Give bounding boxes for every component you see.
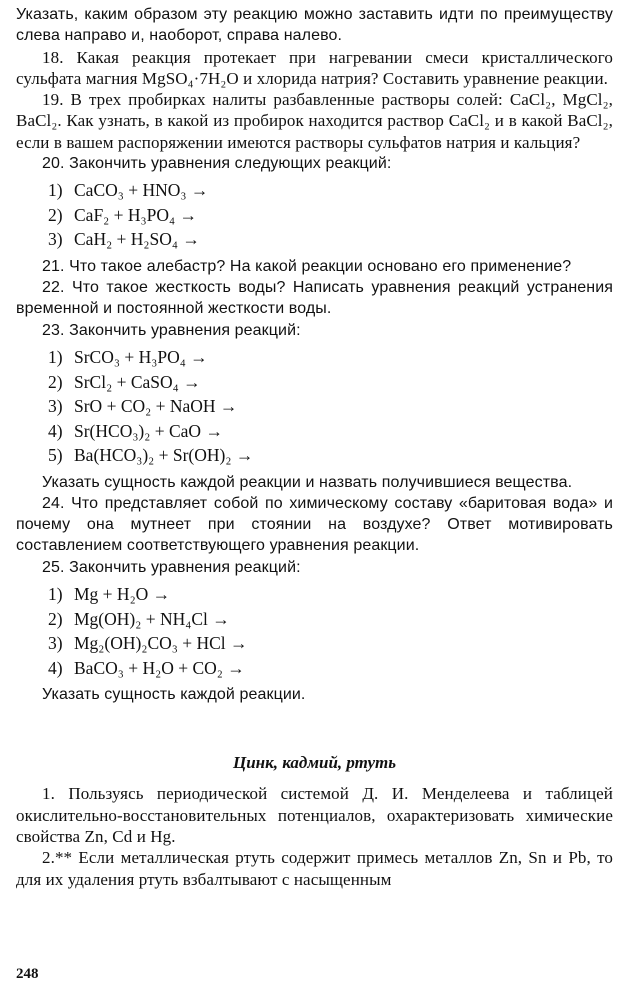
equation-line: [48, 607, 613, 632]
equation-number: 4): [48, 657, 63, 678]
paragraph: 21. Что такое алебастр? На какой реакции основано его применение?: [42, 257, 572, 275]
equation-line: [48, 203, 613, 228]
section-heading: Цинк, кадмий, ртуть: [232, 753, 397, 773]
equation-list: [48, 345, 613, 468]
equation-number: 2): [48, 371, 63, 392]
equation-line: [48, 345, 613, 370]
equation-formula: Sr(HCO₃)₂ + CaO →: [74, 420, 223, 441]
paragraph: Указать сущность каждой реакции и назвать получившиеся вещества.: [42, 473, 573, 491]
paragraph: 24. Что представляет собой по химическому составу «баритовая вода» и почему она мутнеет при стоянии на воздухе? Ответ мотивировать составлением соответствующего уравнения реакции.: [16, 494, 613, 555]
equation-formula: CaH₂ + H₂SO₄ →: [74, 229, 200, 250]
equation-formula: Mg₂(OH)₂CO₃ + HCl →: [74, 633, 248, 654]
equation-formula: Mg(OH)₂ + NH₄Cl →: [74, 608, 230, 629]
equation-number: 4): [48, 420, 63, 441]
paragraph: 25. Закончить уравнения реакций:: [42, 558, 301, 576]
equation-line: [48, 443, 613, 468]
equation-number: 1): [48, 347, 63, 368]
equation-line: [48, 656, 613, 681]
equation-number: 2): [48, 608, 63, 629]
equation-number: 1): [48, 180, 63, 201]
paragraph: Указать, каким образом эту реакцию можно заставить идти по преимуществу слева направо и, наоборот, справа налево.: [16, 6, 613, 45]
equation-formula: CaCO₃ + HNO₃ →: [74, 180, 209, 201]
equation-line: [48, 227, 613, 252]
equation-formula: BaCO₃ + H₂O + CO₂ →: [74, 657, 245, 678]
paragraph: 2.** Если металлическая ртуть содержит примесь металлов Zn, Sn и Pb, то для их удаления ртуть взбалтывают с насыщенным: [16, 848, 613, 889]
equation-formula: CaF₂ + H₃PO₄ →: [74, 204, 197, 225]
paragraph: 22. Что такое жесткость воды? Написать уравнения реакций устранения временной и постоянной жесткости воды.: [16, 279, 613, 318]
equation-line: [48, 394, 613, 419]
equation-line: [48, 631, 613, 656]
equation-line: [48, 370, 613, 395]
equation-number: 5): [48, 445, 63, 466]
equation-number: 1): [48, 584, 63, 605]
page-number: 248: [16, 966, 39, 982]
equation-formula: SrCl₂ + CaSO₄ →: [74, 371, 201, 392]
equation-number: 2): [48, 204, 63, 225]
equation-line: [48, 419, 613, 444]
equation-formula: SrCO₃ + H₃PO₄ →: [74, 347, 208, 368]
equation-number: 3): [48, 396, 63, 417]
paragraph: 18. Какая реакция протекает при нагревании смеси кристаллического сульфата магния MgSO₄·7H₂O и хлорида натрия? Составить уравнение реакции.: [16, 47, 613, 88]
equation-formula: SrO + CO₂ + NaOH →: [74, 396, 238, 417]
paragraph: 20. Закончить уравнения следующих реакций:: [42, 155, 392, 173]
equation-formula: Mg + H₂O →: [74, 584, 171, 605]
equation-list: [48, 582, 613, 680]
page-content: [16, 4, 613, 890]
paragraph: 19. В трех пробирках налиты разбавленные растворы солей: CaCl₂, MgCl₂, BaCl₂. Как узнать, в какой из пробирок находится раствор CaCl₂ и в какой BaCl₂, если в вашем распоряжении имеются растворы сульфатов натрия и кальция?: [16, 90, 613, 152]
equation-number: 3): [48, 633, 63, 654]
equation-line: [48, 582, 613, 607]
paragraph: 23. Закончить уравнения реакций:: [42, 321, 301, 339]
paragraph: 1. Пользуясь периодической системой Д. И. Менделеева и таблицей окислительно-восстановительных потенциалов, охарактеризовать химические свойства Zn, Cd и Hg.: [16, 784, 613, 846]
paragraph: Указать сущность каждой реакции.: [42, 686, 306, 704]
equation-number: 3): [48, 229, 63, 250]
equation-line: [48, 178, 613, 203]
equation-formula: Ba(HCO₃)₂ + Sr(OH)₂ →: [74, 445, 254, 466]
equation-list: [48, 178, 613, 252]
